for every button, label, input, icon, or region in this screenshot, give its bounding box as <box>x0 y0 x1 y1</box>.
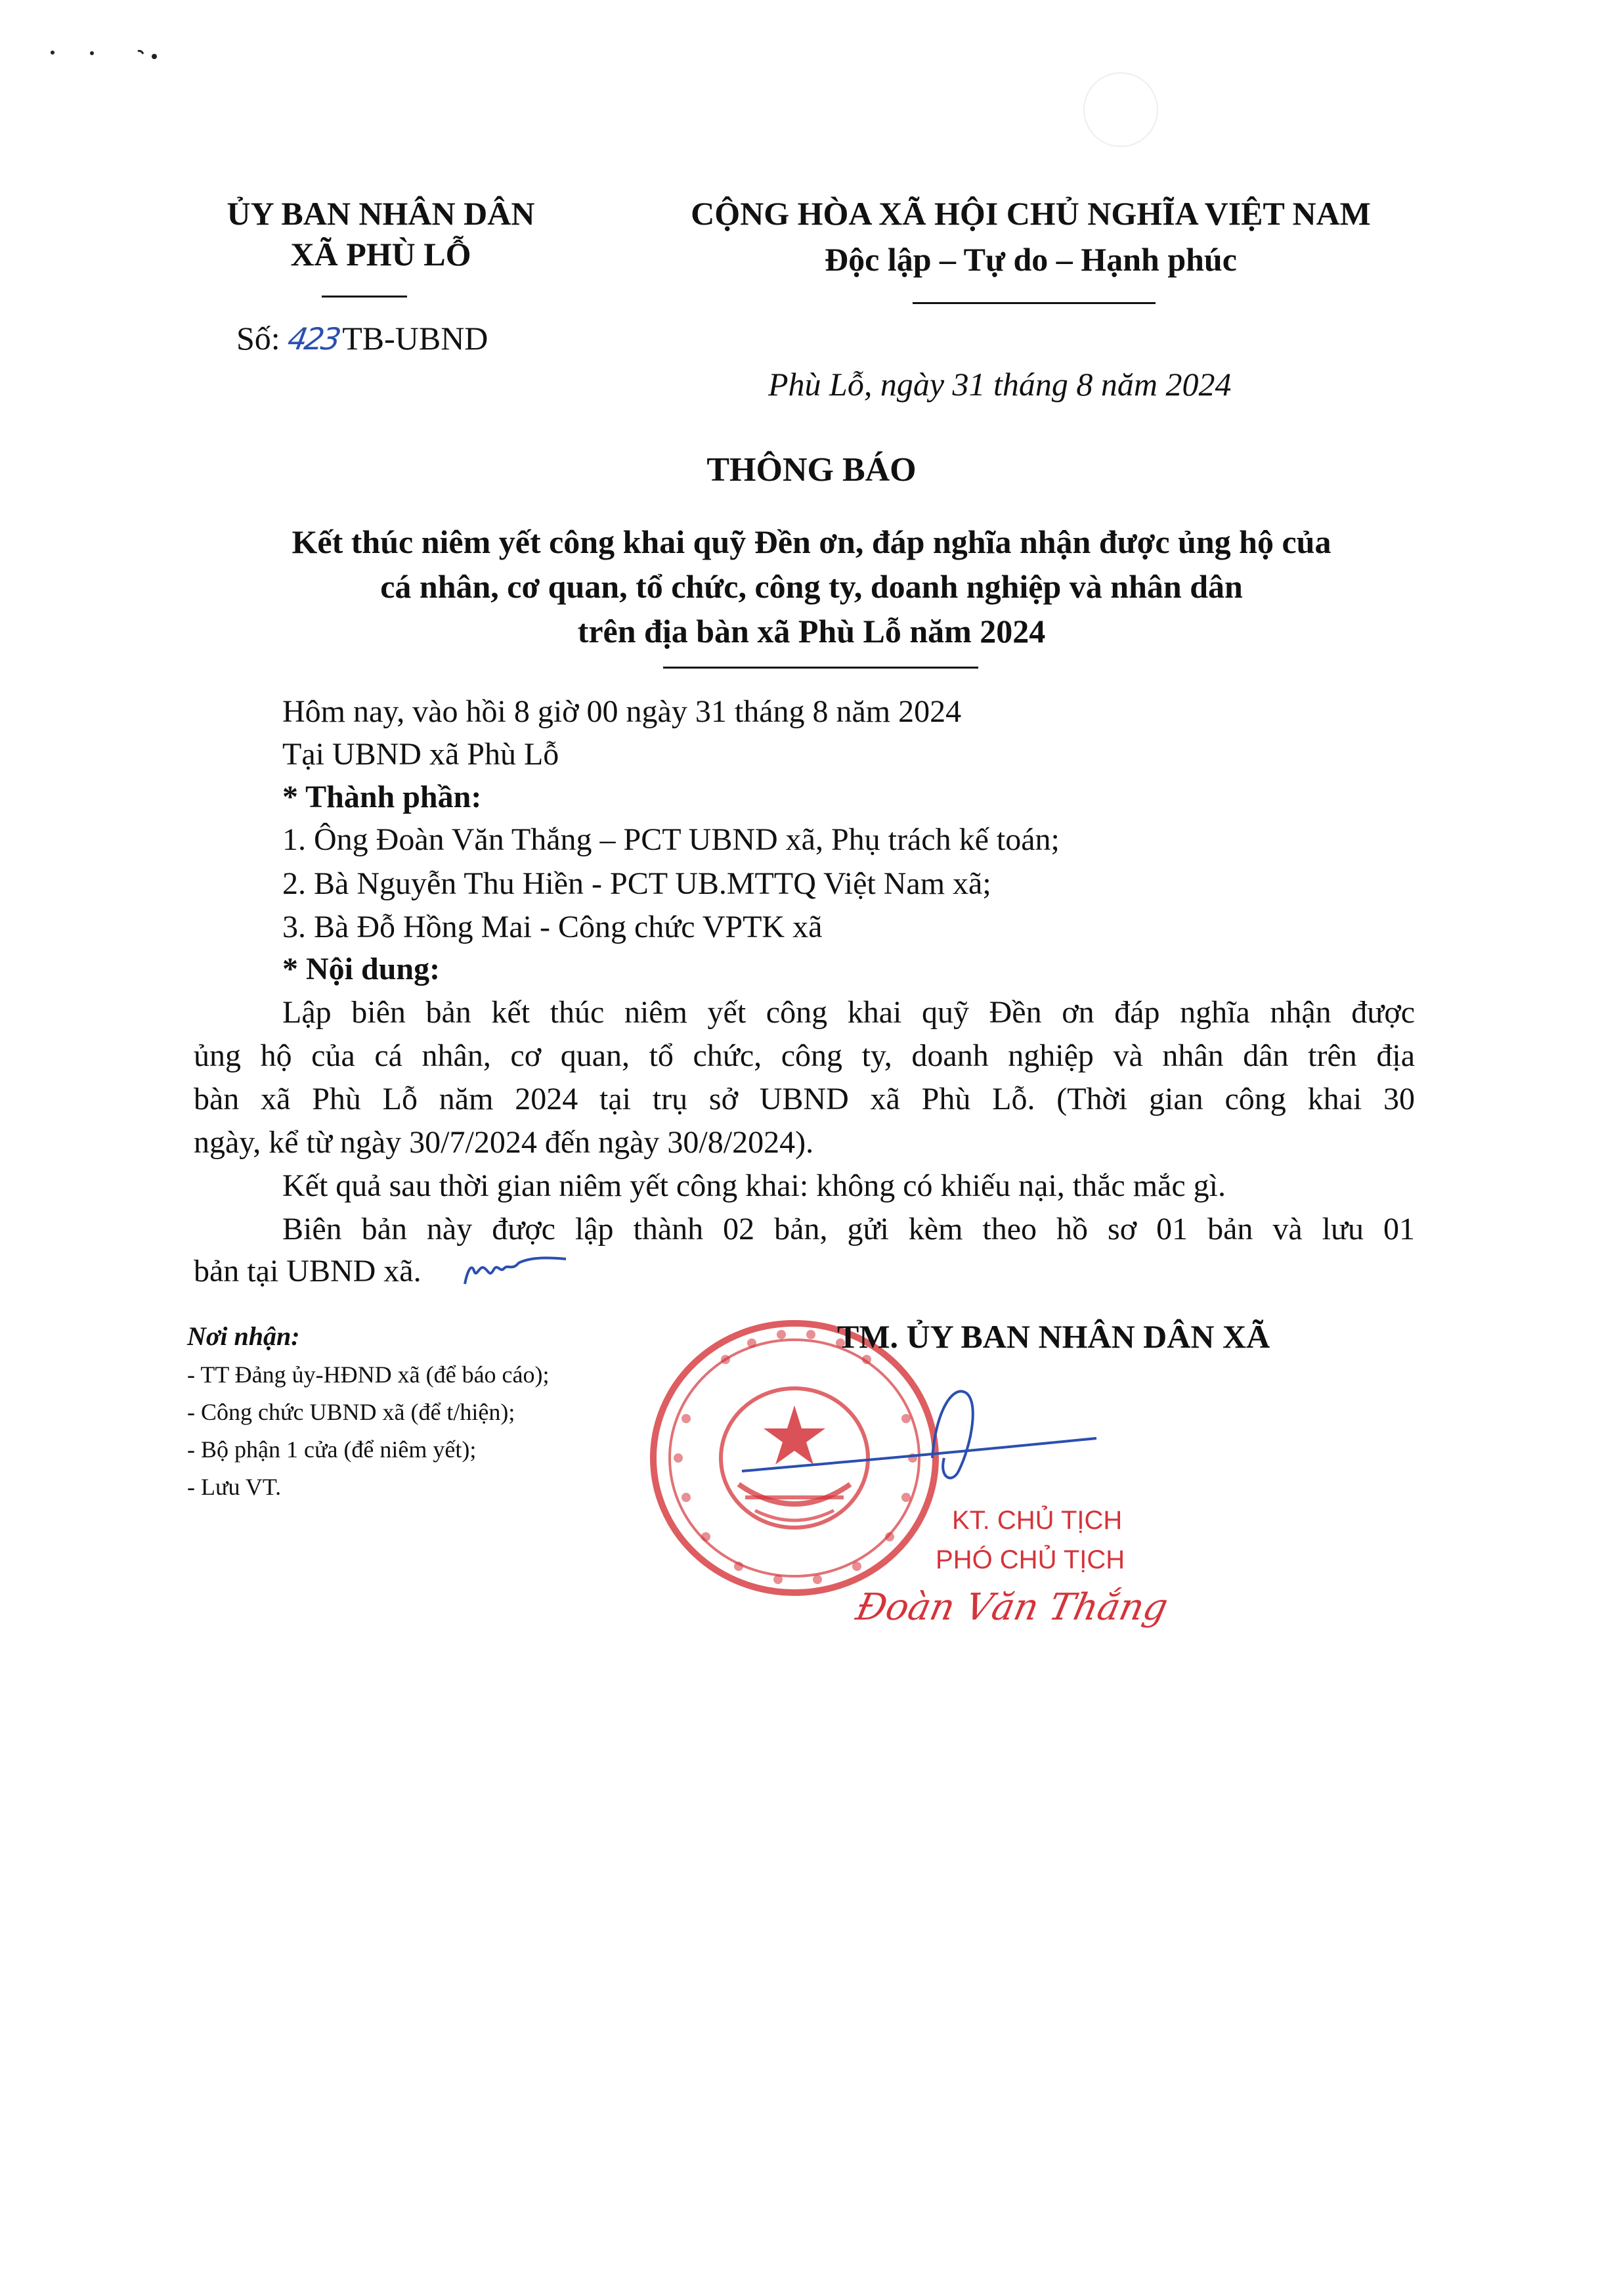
signer-position-1: KT. CHỦ TỊCH <box>952 1506 1123 1535</box>
handwritten-signature <box>735 1373 1103 1491</box>
agency-name: ỦY BAN NHÂN DÂN <box>227 195 535 232</box>
commune-name: XÃ PHÙ LỖ <box>290 236 471 273</box>
handwritten-initial <box>460 1251 571 1291</box>
recipient-3: - Bộ phận 1 cửa (để niêm yết); <box>187 1436 477 1463</box>
paragraph1-line-2: ủng hộ của cá nhân, cơ quan, tổ chức, công ty, doanh nghiệp và nhân dân trên địa <box>194 1038 1415 1073</box>
recipient-4: - Lưu VT. <box>187 1474 282 1500</box>
recipient-1: - TT Đảng ủy-HĐND xã (để báo cáo); <box>187 1361 550 1388</box>
title-subline-3: trên địa bàn xã Phù Lỗ năm 2024 <box>577 613 1046 650</box>
national-motto: Độc lập – Tự do – Hạnh phúc <box>825 241 1237 278</box>
number-label: Số: <box>236 320 280 357</box>
title-subline-2: cá nhân, cơ quan, tổ chức, công ty, doanh nghiệp và nhân dân <box>380 568 1243 605</box>
members-heading: * Thành phần: <box>282 780 482 814</box>
content-heading: * Nội dung: <box>282 952 441 986</box>
scan-specks <box>46 47 164 60</box>
signer-name: Đoàn Văn Thắng <box>852 1586 1172 1629</box>
meeting-time: Hôm nay, vào hồi 8 giờ 00 ngày 31 tháng 8 năm 2024 <box>282 694 962 729</box>
paragraph1-line-1: Lập biên bản kết thúc niêm yết công khai quỹ Đền ơn đáp nghĩa nhận được <box>282 995 1415 1030</box>
paragraph1-line-3: bàn xã Phù Lỗ năm 2024 tại trụ sở UBND xã Phù Lỗ. (Thời gian công khai 30 <box>194 1082 1415 1116</box>
right-header-rule <box>913 302 1156 304</box>
punch-hole-mark <box>1083 72 1158 147</box>
meeting-place: Tại UBND xã Phù Lỗ <box>282 737 559 772</box>
number-handwritten: 423 <box>285 321 341 357</box>
recipient-2: - Công chức UBND xã (để t/hiện); <box>187 1399 515 1425</box>
title-subline-1: Kết thúc niêm yết công khai quỹ Đền ơn, đáp nghĩa nhận được ủng hộ của <box>292 523 1331 560</box>
paragraph2: Kết quả sau thời gian niêm yết công khai: không có khiếu nại, thắc mắc gì. <box>282 1168 1226 1203</box>
recipients-heading: Nơi nhận: <box>187 1321 300 1351</box>
left-header-rule <box>322 296 407 298</box>
paragraph3-line-2: bản tại UBND xã. <box>194 1254 422 1289</box>
member-2: 2. Bà Nguyễn Thu Hiền - PCT UB.MTTQ Việt Nam xã; <box>282 866 991 901</box>
number-suffix: TB-UBND <box>342 320 488 357</box>
signer-position-2: PHÓ CHỦ TỊCH <box>936 1545 1125 1574</box>
paragraph3-line-1: Biên bản này được lập thành 02 bản, gửi kèm theo hồ sơ 01 bản và lưu 01 <box>282 1212 1415 1247</box>
document-date: Phù Lỗ, ngày 31 tháng 8 năm 2024 <box>768 366 1232 403</box>
document-title: THÔNG BÁO <box>706 451 917 489</box>
nation-name: CỘNG HÒA XÃ HỘI CHỦ NGHĨA VIỆT NAM <box>691 195 1371 232</box>
signing-organization: TM. ỦY BAN NHÂN DÂN XÃ <box>837 1318 1270 1355</box>
member-1: 1. Ông Đoàn Văn Thắng – PCT UBND xã, Phụ trách kế toán; <box>282 822 1060 857</box>
title-rule <box>663 667 978 669</box>
document-number <box>236 322 488 355</box>
paragraph1-line-4: ngày, kể từ ngày 30/7/2024 đến ngày 30/8/2024). <box>194 1125 814 1160</box>
member-3: 3. Bà Đỗ Hồng Mai - Công chức VPTK xã <box>282 910 823 944</box>
